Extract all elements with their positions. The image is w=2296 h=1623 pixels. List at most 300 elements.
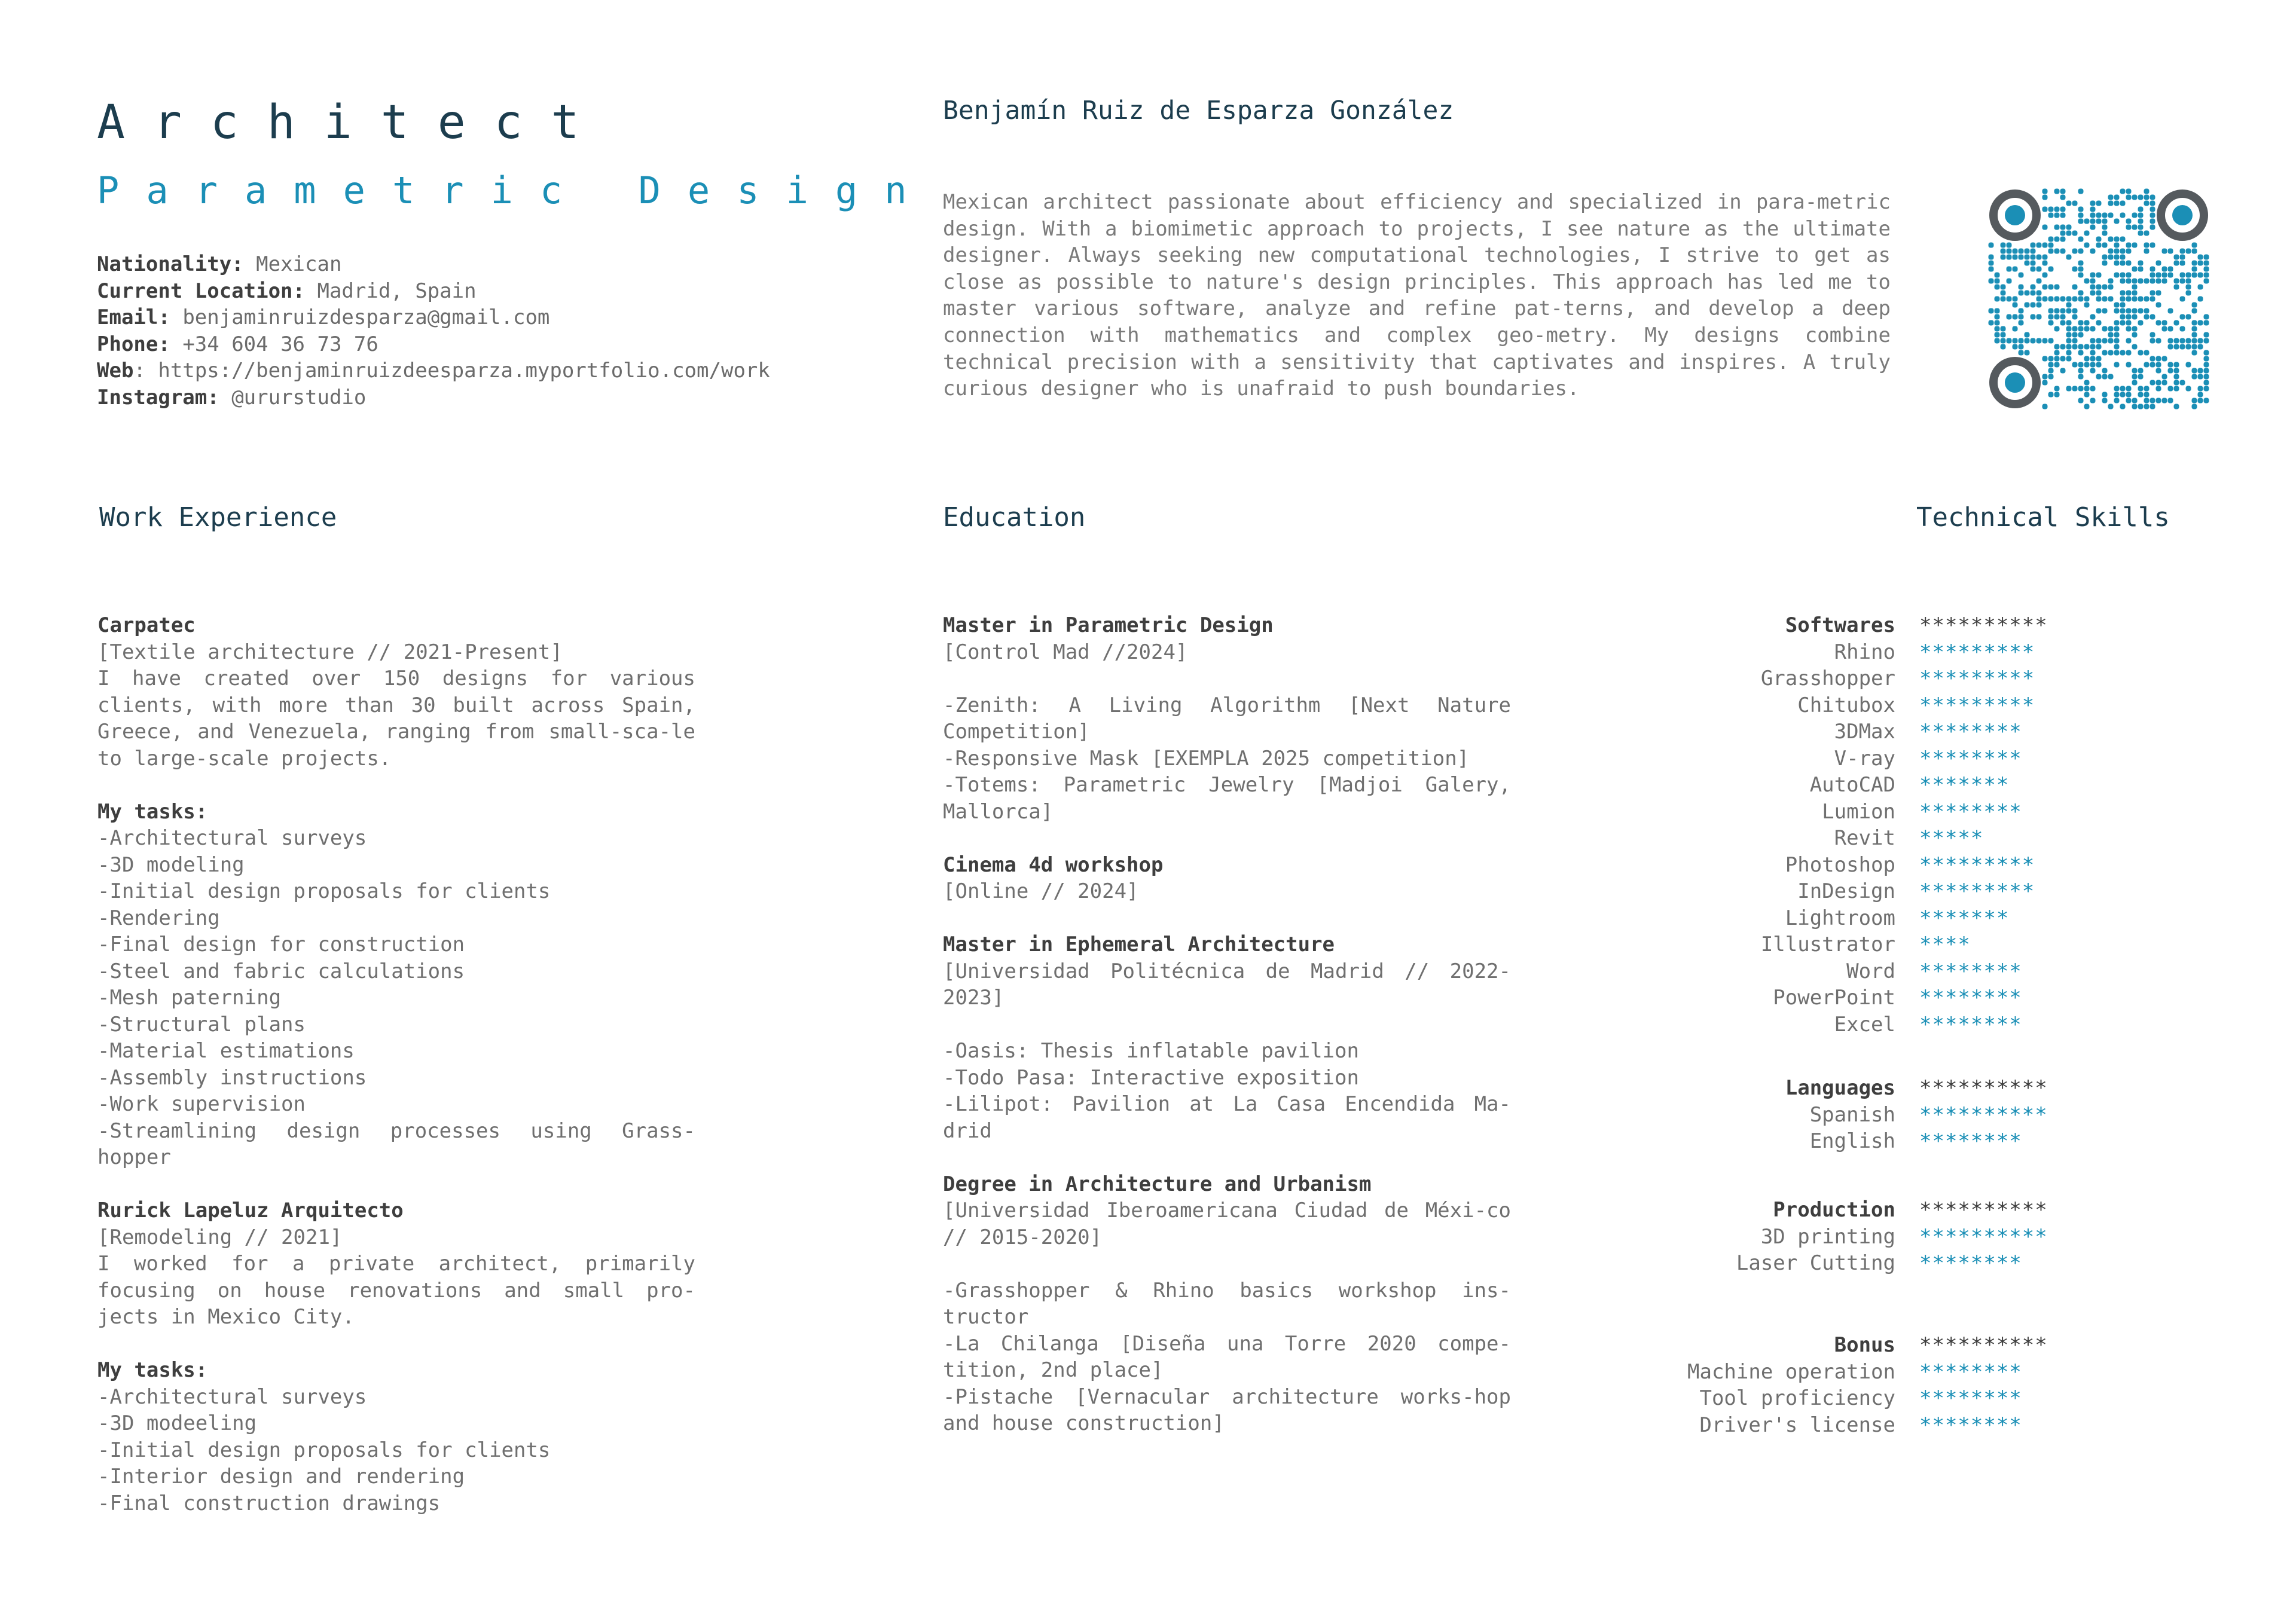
qr-module — [2114, 261, 2120, 266]
skill-name: Tool proficiency — [1699, 1386, 1895, 1410]
qr-module — [2126, 386, 2132, 392]
qr-module — [2204, 374, 2209, 380]
qr-module — [2096, 356, 2102, 362]
qr-module — [1989, 255, 1994, 260]
qr-module — [2192, 261, 2197, 266]
qr-module — [2150, 219, 2155, 224]
qr-module — [2096, 285, 2102, 290]
qr-module — [2120, 279, 2126, 284]
qr-module — [2072, 332, 2078, 338]
qr-module — [2150, 225, 2155, 230]
skill-name: InDesign — [1797, 879, 1895, 903]
skill-name: AutoCAD — [1809, 773, 1895, 797]
qr-module — [2126, 195, 2132, 200]
qr-module — [2007, 249, 2012, 254]
qr-module — [2192, 243, 2197, 248]
skill-name: Word — [1846, 959, 1895, 983]
qr-module — [2007, 338, 2012, 344]
qr-module — [2090, 273, 2096, 278]
qr-module — [2114, 219, 2120, 224]
qr-module — [2168, 249, 2173, 254]
qr-module — [2162, 398, 2167, 404]
degree-title: Degree in Architecture and Urbanism — [943, 1172, 1372, 1196]
skills-group-production — [1555, 1197, 2272, 1277]
qr-module — [2078, 350, 2084, 356]
qr-module — [2025, 350, 2030, 356]
section-title-work: Work Experience — [99, 502, 337, 533]
qr-module — [2054, 314, 2060, 320]
qr-module — [2108, 404, 2114, 409]
qr-module — [2204, 279, 2209, 284]
task-item: -Assembly instructions — [97, 1065, 367, 1090]
skill-category: Bonus — [1834, 1333, 1895, 1357]
qr-module — [2048, 243, 2054, 248]
work-description: I worked for a private architect, primarily focusing on house renovations and small pro-jects in Mexico City. — [97, 1252, 695, 1329]
web-label: Web — [97, 359, 134, 383]
qr-module — [2084, 231, 2090, 236]
qr-module — [2180, 249, 2185, 254]
qr-module — [2126, 320, 2132, 326]
qr-module — [2019, 255, 2024, 260]
task-item: -Architectural surveys — [97, 1384, 367, 1409]
qr-module — [2114, 362, 2120, 368]
skill-rating: ********* — [1919, 852, 2035, 877]
qr-module — [2168, 386, 2173, 392]
qr-module — [2060, 231, 2066, 236]
qr-module — [2156, 291, 2161, 296]
qr-module — [1995, 308, 2000, 314]
qr-module — [2180, 261, 2185, 266]
qr-module — [2096, 320, 2102, 326]
qr-module — [2042, 338, 2048, 344]
qr-module — [2192, 332, 2197, 338]
qr-module — [2078, 320, 2084, 326]
qr-module — [2072, 362, 2078, 368]
qr-module — [2066, 231, 2072, 236]
qr-module — [2192, 308, 2197, 314]
qr-module — [2025, 255, 2030, 260]
qr-module — [2078, 267, 2084, 272]
qr-module — [2150, 213, 2155, 218]
qr-module — [2120, 350, 2126, 356]
qr-module — [2066, 344, 2072, 350]
qr-module — [2007, 279, 2012, 284]
qr-module — [2102, 338, 2108, 344]
qr-module — [2162, 273, 2167, 278]
education-entry — [943, 931, 1511, 1144]
qr-module — [2108, 201, 2114, 206]
qr-module — [2054, 326, 2060, 332]
qr-module — [2132, 195, 2138, 200]
qr-module — [2126, 279, 2132, 284]
qr-module — [2060, 344, 2066, 350]
skills-group-softwares — [1555, 612, 2272, 1038]
qr-module — [2072, 326, 2078, 332]
email-row — [97, 304, 886, 331]
qr-module — [2042, 195, 2048, 200]
qr-module — [2090, 344, 2096, 350]
qr-module — [2078, 273, 2084, 278]
qr-module — [2156, 320, 2161, 326]
qr-module — [2031, 261, 2036, 266]
qr-module — [2126, 261, 2132, 266]
qr-module — [2138, 195, 2144, 200]
qr-module — [2102, 392, 2108, 398]
qr-module — [2090, 213, 2096, 218]
qr-module — [2132, 404, 2138, 409]
qr-module — [2060, 320, 2066, 326]
qr-module — [2144, 308, 2150, 314]
qr-module — [2114, 273, 2120, 278]
qr-module — [2198, 368, 2203, 374]
qr-module — [2138, 207, 2144, 212]
skill-name: Machine operation — [1687, 1359, 1895, 1384]
qr-module — [2162, 249, 2167, 254]
qr-module — [2031, 249, 2036, 254]
qr-module — [2019, 350, 2024, 356]
qr-finder-dot — [2005, 372, 2025, 393]
qr-module — [2120, 249, 2126, 254]
qr-module — [2132, 225, 2138, 230]
qr-module — [2132, 285, 2138, 290]
qr-finder-dot — [2005, 205, 2025, 225]
qr-module — [2114, 255, 2120, 260]
qr-module — [2042, 285, 2048, 290]
work-meta: [Textile architecture // 2021-Present] — [97, 640, 563, 664]
qr-module — [2108, 338, 2114, 344]
qr-module — [2138, 392, 2144, 398]
qr-module — [2013, 267, 2018, 272]
qr-module — [2037, 302, 2042, 308]
qr-module — [2186, 273, 2191, 278]
qr-module — [2060, 195, 2066, 200]
skill-rating: ********** — [1919, 1102, 2048, 1127]
qr-module — [2120, 189, 2126, 194]
qr-module — [2007, 255, 2012, 260]
qr-module — [1995, 338, 2000, 344]
qr-module — [2174, 344, 2179, 350]
task-item: -Interior design and rendering — [97, 1465, 465, 1488]
qr-module — [2150, 195, 2155, 200]
qr-module — [2096, 237, 2102, 242]
qr-module — [1989, 320, 1994, 326]
qr-module — [2126, 314, 2132, 320]
qr-module — [2019, 249, 2024, 254]
qr-module — [2168, 344, 2173, 350]
qr-module — [2084, 326, 2090, 332]
qr-module — [2150, 201, 2155, 206]
qr-module — [2054, 362, 2060, 368]
qr-module — [2108, 213, 2114, 218]
qr-module — [2150, 279, 2155, 284]
qr-module — [2120, 255, 2126, 260]
qr-module — [2114, 320, 2120, 326]
qr-module — [2198, 297, 2203, 302]
qr-code-icon[interactable] — [1988, 188, 2209, 409]
qr-module — [2108, 195, 2114, 200]
qr-module — [2144, 189, 2150, 194]
qr-module — [2192, 320, 2197, 326]
qr-module — [2066, 332, 2072, 338]
qr-module — [2078, 398, 2084, 404]
qr-module — [2126, 338, 2132, 344]
skill-rating: ******* — [1919, 773, 2010, 797]
qr-module — [2042, 380, 2048, 386]
qr-module — [2162, 320, 2167, 326]
qr-module — [2174, 386, 2179, 392]
qr-module — [2054, 249, 2060, 254]
qr-module — [2001, 255, 2006, 260]
education-column — [943, 612, 1511, 1437]
qr-module — [2114, 249, 2120, 254]
qr-module — [2198, 386, 2203, 392]
qr-module — [2090, 362, 2096, 368]
qr-module — [2144, 362, 2150, 368]
qr-module — [2114, 308, 2120, 314]
qr-module — [2150, 404, 2155, 409]
qr-module — [2060, 368, 2066, 374]
skill-rating: ******** — [1919, 799, 2022, 824]
qr-module — [2060, 314, 2066, 320]
qr-module — [2096, 362, 2102, 368]
nationality-label: Nationality: — [97, 252, 244, 276]
skill-rating: ******** — [1919, 1129, 2022, 1153]
web-link[interactable]: : https://benjaminruizdeesparza.myportfolio.com/work — [133, 359, 770, 383]
qr-module — [2144, 279, 2150, 284]
qr-module — [2198, 261, 2203, 266]
qr-module — [2060, 356, 2066, 362]
qr-module — [1989, 279, 1994, 284]
qr-module — [2138, 404, 2144, 409]
qr-module — [2001, 332, 2006, 338]
qr-module — [2031, 255, 2036, 260]
qr-module — [2174, 380, 2179, 386]
qr-module — [2084, 279, 2090, 284]
qr-module — [2066, 338, 2072, 344]
qr-module — [2031, 267, 2036, 272]
qr-module — [2144, 398, 2150, 404]
qr-module — [2078, 368, 2084, 374]
qr-module — [2031, 302, 2036, 308]
skill-category: Languages — [1785, 1076, 1895, 1100]
qr-module — [2126, 189, 2132, 194]
project-item: -Totems: Parametric Jewelry [Madjoi Galery, Mallorca] — [943, 773, 1511, 824]
qr-module — [2192, 374, 2197, 380]
skill-name: Illustrator — [1760, 933, 1895, 956]
qr-module — [2126, 291, 2132, 296]
qr-module — [2048, 392, 2054, 398]
qr-module — [2150, 362, 2155, 368]
qr-module — [1995, 273, 2000, 278]
qr-module — [2078, 237, 2084, 242]
skill-rating: ******** — [1919, 959, 2022, 983]
skill-name: Photoshop — [1785, 852, 1895, 877]
degree-title: Master in Parametric Design — [943, 613, 1274, 637]
qr-module — [2001, 338, 2006, 344]
qr-module — [2204, 398, 2209, 404]
qr-module — [2042, 225, 2048, 230]
qr-module — [2138, 297, 2144, 302]
qr-module — [2174, 404, 2179, 409]
qr-module — [2060, 297, 2066, 302]
qr-module — [2144, 404, 2150, 409]
project-item: -Todo Pasa: Interactive exposition — [943, 1065, 1359, 1090]
qr-module — [2120, 291, 2126, 296]
qr-module — [2001, 243, 2006, 248]
qr-module — [2066, 255, 2072, 260]
qr-module — [1995, 332, 2000, 338]
task-item: -Mesh paterning — [97, 986, 282, 1010]
qr-module — [2060, 189, 2066, 194]
qr-module — [2066, 225, 2072, 230]
qr-module — [2084, 297, 2090, 302]
qr-module — [2084, 320, 2090, 326]
qr-module — [2114, 237, 2120, 242]
qr-module — [2192, 344, 2197, 350]
qr-module — [2120, 392, 2126, 398]
qr-module — [2132, 314, 2138, 320]
bio-paragraph: Mexican architect passionate about efficiency and specialized in para-metric design. With a biomimetic approach to projects, I see nature as the ultimate designer. Always seeking new computational technologies, I strive to get as close as possible to nature's design principles. This approach has led me to master various software, analyze and refine pat-terns, and develop a deep connection with mathematics and complex geo-metry. My designs combine technical precision with a sensitivity that captivates and inspires. A truly curious designer who is unafraid to push boundaries. — [943, 190, 1891, 401]
qr-module — [2174, 368, 2179, 374]
qr-module — [2037, 279, 2042, 284]
qr-module — [2144, 249, 2150, 254]
skill-name: PowerPoint — [1773, 986, 1895, 1010]
qr-module — [2138, 213, 2144, 218]
qr-module — [2120, 237, 2126, 242]
qr-module — [2048, 267, 2054, 272]
qr-module — [2126, 308, 2132, 314]
qr-module — [2132, 291, 2138, 296]
qr-module — [2013, 249, 2018, 254]
skill-rating: ******** — [1919, 746, 2022, 771]
skill-name: Rhino — [1834, 640, 1895, 664]
qr-module — [2096, 344, 2102, 350]
qr-module — [2192, 398, 2197, 404]
qr-module — [2090, 386, 2096, 392]
qr-module — [2048, 320, 2054, 326]
qr-module — [2126, 350, 2132, 356]
skill-rating: ******** — [1919, 986, 2022, 1010]
qr-module — [2042, 243, 2048, 248]
qr-module — [2084, 356, 2090, 362]
qr-module — [2192, 368, 2197, 374]
qr-module — [2048, 368, 2054, 374]
qr-module — [2120, 302, 2126, 308]
qr-module — [2102, 231, 2108, 236]
education-entry — [943, 852, 1511, 905]
qr-module — [2132, 374, 2138, 380]
qr-module — [2156, 368, 2161, 374]
qr-module — [2126, 398, 2132, 404]
qr-module — [2120, 261, 2126, 266]
skill-rating: ******** — [1919, 1359, 2022, 1384]
skill-scale: ********** — [1919, 613, 2048, 637]
qr-module — [2048, 338, 2054, 344]
qr-module — [2054, 350, 2060, 356]
qr-module — [2162, 380, 2167, 386]
qr-module — [2048, 237, 2054, 242]
qr-module — [2168, 398, 2173, 404]
qr-module — [2078, 332, 2084, 338]
qr-module — [2031, 338, 2036, 344]
skill-rating: ******** — [1919, 1386, 2022, 1410]
qr-module — [2138, 386, 2144, 392]
qr-module — [2084, 392, 2090, 398]
qr-module — [2042, 374, 2048, 380]
qr-module — [2078, 386, 2084, 392]
qr-module — [2204, 350, 2209, 356]
qr-module — [2126, 249, 2132, 254]
qr-module — [2150, 332, 2155, 338]
qr-module — [2013, 255, 2018, 260]
qr-module — [2204, 255, 2209, 260]
skill-rating: ******** — [1919, 720, 2022, 744]
degree-title: Master in Ephemeral Architecture — [943, 933, 1335, 956]
qr-module — [2192, 249, 2197, 254]
qr-module — [2078, 374, 2084, 380]
qr-module — [2060, 207, 2066, 212]
qr-module — [2162, 279, 2167, 284]
qr-module — [2186, 344, 2191, 350]
qr-module — [2204, 314, 2209, 320]
qr-module — [2078, 189, 2084, 194]
qr-module — [1995, 314, 2000, 320]
qr-module — [2048, 356, 2054, 362]
project-item: -Responsive Mask [EXEMPLA 2025 competition] — [943, 746, 1470, 771]
qr-module — [2019, 344, 2024, 350]
qr-module — [2090, 350, 2096, 356]
qr-module — [2174, 255, 2179, 260]
qr-module — [2078, 261, 2084, 266]
qr-module — [2048, 285, 2054, 290]
qr-module — [2132, 368, 2138, 374]
qr-module — [2108, 350, 2114, 356]
qr-module — [2138, 231, 2144, 236]
qr-module — [2048, 207, 2054, 212]
qr-module — [2013, 338, 2018, 344]
skill-category: Softwares — [1785, 613, 1895, 637]
qr-module — [2090, 326, 2096, 332]
qr-module — [2019, 285, 2024, 290]
qr-module — [2180, 279, 2185, 284]
task-item: -Work supervision — [97, 1092, 306, 1116]
qr-module — [2120, 201, 2126, 206]
qr-module — [2078, 297, 2084, 302]
qr-module — [2090, 201, 2096, 206]
skill-name: V-ray — [1834, 746, 1895, 771]
qr-module — [2156, 273, 2161, 278]
instagram-link[interactable]: @ururstudio — [231, 385, 367, 409]
resume-title: Architect — [97, 96, 608, 149]
qr-module — [2132, 326, 2138, 332]
qr-module — [2150, 356, 2155, 362]
qr-module — [2037, 297, 2042, 302]
qr-module — [2013, 297, 2018, 302]
qr-module — [2132, 332, 2138, 338]
qr-module — [2132, 380, 2138, 386]
email-link[interactable]: benjaminruizdesparza@gmail.com — [182, 305, 550, 329]
web-row — [97, 357, 886, 384]
skill-rating: ********* — [1919, 640, 2035, 664]
qr-module — [2054, 308, 2060, 314]
qr-module — [2150, 243, 2155, 248]
location-label: Current Location: — [97, 279, 305, 303]
qr-module — [2138, 320, 2144, 326]
qr-module — [2174, 374, 2179, 380]
qr-module — [2042, 273, 2048, 278]
qr-module — [2132, 344, 2138, 350]
qr-code-graphic — [1988, 188, 2209, 409]
